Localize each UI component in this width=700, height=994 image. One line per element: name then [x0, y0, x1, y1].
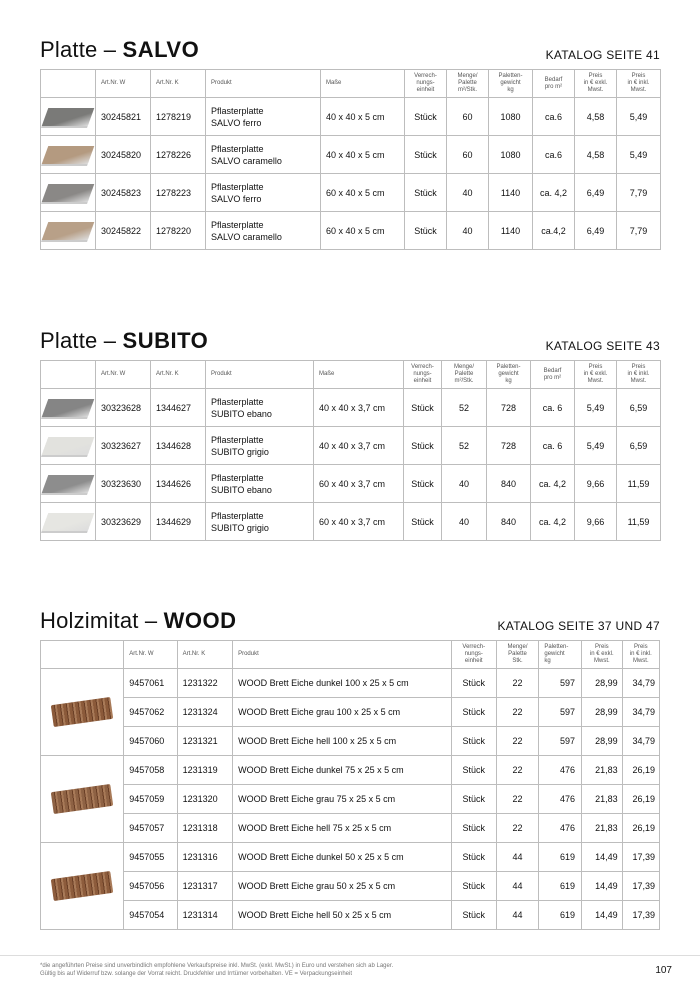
article-number-w: 9457060: [124, 727, 177, 756]
article-number-k: 1344627: [151, 389, 206, 427]
table-row: [41, 814, 660, 843]
unit: Stück: [451, 698, 496, 727]
need-per-sqm: ca.6: [533, 98, 575, 136]
price-excl: 21,83: [582, 756, 623, 785]
dimensions: 60 x 40 x 3,7 cm: [314, 503, 404, 541]
product-line: Pflasterplatte: [211, 510, 264, 521]
pallet-weight: 476: [539, 785, 582, 814]
price-incl: 5,49: [617, 98, 661, 136]
price-incl: 7,79: [617, 174, 661, 212]
unit: Stück: [451, 756, 496, 785]
price-incl: 11,59: [617, 503, 661, 541]
article-number-k: 1231316: [177, 843, 232, 872]
article-number-k: 1344626: [151, 465, 206, 503]
table-row: [41, 727, 660, 756]
column-header: Produkt: [206, 361, 314, 389]
column-header: Menge/ Palette m²/Stk.: [447, 70, 489, 98]
unit: Stück: [451, 814, 496, 843]
price-excl: 5,49: [575, 427, 617, 465]
product-name: WOOD Brett Eiche hell 50 x 25 x 5 cm: [233, 901, 452, 930]
price-incl: 26,19: [622, 814, 659, 843]
pallet-weight: 619: [539, 872, 582, 901]
product-image: [42, 475, 95, 493]
product-variant: SUBITO grigio: [211, 446, 269, 457]
price-incl: 5,49: [617, 136, 661, 174]
product-image: [42, 108, 95, 126]
product-variant: SALVO caramello: [211, 231, 282, 242]
need-per-sqm: ca. 4,2: [533, 174, 575, 212]
product-name: WOOD Brett Eiche hell 75 x 25 x 5 cm: [233, 814, 452, 843]
quantity-per-pallet: 22: [496, 727, 539, 756]
article-number-k: 1231317: [177, 872, 232, 901]
unit: Stück: [451, 785, 496, 814]
section-salvo: [40, 35, 660, 250]
product-table: [40, 640, 660, 930]
article-number-k: 1278226: [151, 136, 206, 174]
unit: Stück: [405, 212, 447, 250]
quantity-per-pallet: 22: [496, 814, 539, 843]
pallet-weight: 840: [487, 503, 531, 541]
product-image-cell: [41, 843, 124, 930]
product-image-cell: [41, 98, 96, 136]
column-header: Paletten- gewicht kg: [489, 70, 533, 98]
article-number-k: 1231320: [177, 785, 232, 814]
product-image: [42, 513, 95, 531]
quantity-per-pallet: 52: [442, 427, 487, 465]
need-per-sqm: ca. 6: [531, 389, 575, 427]
quantity-per-pallet: 22: [496, 698, 539, 727]
product-table: [40, 360, 661, 541]
product-name: [206, 136, 321, 174]
table-row: [41, 427, 661, 465]
article-number-w: 30323630: [96, 465, 151, 503]
pallet-weight: 1140: [489, 174, 533, 212]
pallet-weight: 597: [539, 727, 582, 756]
price-excl: 21,83: [582, 785, 623, 814]
price-excl: 28,99: [582, 727, 623, 756]
column-header: Menge/ Palette Stk.: [496, 641, 539, 669]
table-row: [41, 136, 661, 174]
article-number-k: 1231324: [177, 698, 232, 727]
article-number-k: 1231319: [177, 756, 232, 785]
catalog-reference: KATALOG SEITE 37 UND 47: [497, 619, 660, 633]
product-name: WOOD Brett Eiche grau 50 x 25 x 5 cm: [233, 872, 452, 901]
product-name: WOOD Brett Eiche grau 75 x 25 x 5 cm: [233, 785, 452, 814]
column-header: Art.Nr. K: [151, 70, 206, 98]
product-name: [206, 98, 321, 136]
article-number-w: 30245823: [96, 174, 151, 212]
product-image-cell: [41, 136, 96, 174]
article-number-w: 9457062: [124, 698, 177, 727]
price-incl: 26,19: [622, 756, 659, 785]
price-incl: 11,59: [617, 465, 661, 503]
price-incl: 34,79: [622, 727, 659, 756]
column-header: Bedarf pro m²: [533, 70, 575, 98]
unit: Stück: [451, 843, 496, 872]
article-number-k: 1344629: [151, 503, 206, 541]
product-name: [206, 389, 314, 427]
quantity-per-pallet: 60: [447, 136, 489, 174]
product-variant: SUBITO ebano: [211, 408, 272, 419]
product-name: [206, 174, 321, 212]
price-incl: 17,39: [622, 843, 659, 872]
dimensions: 40 x 40 x 3,7 cm: [314, 389, 404, 427]
price-excl: 9,66: [575, 503, 617, 541]
quantity-per-pallet: 40: [447, 174, 489, 212]
product-line: Pflasterplatte: [211, 434, 264, 445]
unit: Stück: [404, 389, 442, 427]
quantity-per-pallet: 60: [447, 98, 489, 136]
column-header: Preis in € inkl. Mwst.: [617, 70, 661, 98]
unit: Stück: [451, 901, 496, 930]
product-image-cell: [41, 465, 96, 503]
header-image: [41, 70, 96, 98]
need-per-sqm: ca. 4,2: [531, 503, 575, 541]
product-variant: SUBITO ebano: [211, 484, 272, 495]
pallet-weight: 476: [539, 814, 582, 843]
pallet-weight: 728: [487, 427, 531, 465]
section-title: Platte – SALVO: [40, 37, 200, 62]
table-row: [41, 756, 660, 785]
column-header: Art.Nr. W: [124, 641, 177, 669]
column-header: Maße: [321, 70, 405, 98]
pallet-weight: 1140: [489, 212, 533, 250]
price-excl: 14,49: [582, 901, 623, 930]
product-image: [42, 437, 95, 455]
column-header: Preis in € inkl. Mwst.: [617, 361, 661, 389]
table-row: [41, 698, 660, 727]
price-incl: 17,39: [622, 872, 659, 901]
product-table: [40, 69, 661, 250]
product-name: [206, 503, 314, 541]
article-number-k: 1344628: [151, 427, 206, 465]
dimensions: 60 x 40 x 5 cm: [321, 174, 405, 212]
column-header: Preis in € exkl. Mwst.: [582, 641, 623, 669]
product-name: WOOD Brett Eiche hell 100 x 25 x 5 cm: [233, 727, 452, 756]
column-header: Preis in € inkl. Mwst.: [622, 641, 659, 669]
product-name: WOOD Brett Eiche grau 100 x 25 x 5 cm: [233, 698, 452, 727]
dimensions: 60 x 40 x 5 cm: [321, 212, 405, 250]
price-excl: 14,49: [582, 843, 623, 872]
product-image: [42, 146, 95, 164]
price-incl: 7,79: [617, 212, 661, 250]
article-number-k: 1278220: [151, 212, 206, 250]
article-number-k: 1231318: [177, 814, 232, 843]
product-name: [206, 427, 314, 465]
footnote: [40, 962, 520, 978]
unit: Stück: [451, 669, 496, 698]
unit: Stück: [405, 98, 447, 136]
unit: Stück: [451, 727, 496, 756]
section-wood: [40, 606, 660, 930]
header-image: [41, 641, 124, 669]
pallet-weight: 619: [539, 901, 582, 930]
product-line: Pflasterplatte: [211, 105, 264, 116]
column-header: Produkt: [206, 70, 321, 98]
column-header: Verrech- nungs- einheit: [405, 70, 447, 98]
unit: Stück: [451, 872, 496, 901]
column-header: Produkt: [233, 641, 452, 669]
product-image: [42, 184, 95, 202]
table-row: [41, 212, 661, 250]
table-row: [41, 174, 661, 212]
product-image: [51, 697, 113, 727]
product-variant: SALVO ferro: [211, 117, 262, 128]
product-name: [206, 465, 314, 503]
quantity-per-pallet: 44: [496, 872, 539, 901]
table-row: [41, 901, 660, 930]
product-image: [51, 871, 113, 901]
product-name: WOOD Brett Eiche dunkel 100 x 25 x 5 cm: [233, 669, 452, 698]
column-header: Verrech- nungs- einheit: [451, 641, 496, 669]
quantity-per-pallet: 40: [442, 465, 487, 503]
table-row: [41, 465, 661, 503]
quantity-per-pallet: 22: [496, 785, 539, 814]
price-excl: 28,99: [582, 669, 623, 698]
article-number-w: 9457054: [124, 901, 177, 930]
quantity-per-pallet: 40: [442, 503, 487, 541]
price-excl: 9,66: [575, 465, 617, 503]
quantity-per-pallet: 44: [496, 843, 539, 872]
product-image-cell: [41, 756, 124, 843]
product-image-cell: [41, 389, 96, 427]
article-number-k: 1278219: [151, 98, 206, 136]
pallet-weight: 619: [539, 843, 582, 872]
article-number-k: 1278223: [151, 174, 206, 212]
table-row: [41, 503, 661, 541]
unit: Stück: [405, 174, 447, 212]
price-excl: 6,49: [575, 212, 617, 250]
article-number-w: 9457059: [124, 785, 177, 814]
article-number-k: 1231322: [177, 669, 232, 698]
article-number-w: 30323627: [96, 427, 151, 465]
page-number: 107: [655, 965, 672, 976]
column-header: Art.Nr. K: [151, 361, 206, 389]
price-excl: 28,99: [582, 698, 623, 727]
price-excl: 21,83: [582, 814, 623, 843]
product-image-cell: [41, 212, 96, 250]
section-title: Platte – SUBITO: [40, 328, 209, 353]
section-title: Holzimitat – WOOD: [40, 608, 237, 633]
article-number-w: 30245822: [96, 212, 151, 250]
product-image: [51, 784, 113, 814]
quantity-per-pallet: 52: [442, 389, 487, 427]
footnote-line: *die angeführten Preise sind unverbindlich empfohlene Verkaufspreise inkl. MwSt. (exkl. MwSt.) in Euro und verstehen sich ab Lager.: [40, 963, 394, 969]
product-variant: SALVO ferro: [211, 193, 262, 204]
article-number-w: 30245820: [96, 136, 151, 174]
catalog-reference: KATALOG SEITE 41: [545, 48, 660, 62]
unit: Stück: [405, 136, 447, 174]
price-incl: 26,19: [622, 785, 659, 814]
need-per-sqm: ca.6: [533, 136, 575, 174]
table-row: [41, 389, 661, 427]
price-incl: 34,79: [622, 698, 659, 727]
product-line: Pflasterplatte: [211, 396, 264, 407]
quantity-per-pallet: 22: [496, 756, 539, 785]
unit: Stück: [404, 465, 442, 503]
product-image: [42, 399, 95, 417]
unit: Stück: [404, 503, 442, 541]
product-line: Pflasterplatte: [211, 181, 264, 192]
article-number-w: 9457057: [124, 814, 177, 843]
price-excl: 4,58: [575, 98, 617, 136]
product-variant: SALVO caramello: [211, 155, 282, 166]
price-excl: 5,49: [575, 389, 617, 427]
dimensions: 40 x 40 x 3,7 cm: [314, 427, 404, 465]
table-row: [41, 843, 660, 872]
article-number-w: 30323629: [96, 503, 151, 541]
table-row: [41, 669, 660, 698]
column-header: Maße: [314, 361, 404, 389]
column-header: Art.Nr. K: [177, 641, 232, 669]
section-subito: [40, 326, 660, 541]
price-excl: 14,49: [582, 872, 623, 901]
column-header: Art.Nr. W: [96, 70, 151, 98]
product-image-cell: [41, 503, 96, 541]
price-incl: 17,39: [622, 901, 659, 930]
price-incl: 34,79: [622, 669, 659, 698]
price-excl: 4,58: [575, 136, 617, 174]
pallet-weight: 1080: [489, 98, 533, 136]
dimensions: 60 x 40 x 3,7 cm: [314, 465, 404, 503]
unit: Stück: [404, 427, 442, 465]
table-row: [41, 785, 660, 814]
article-number-w: 9457061: [124, 669, 177, 698]
need-per-sqm: ca. 6: [531, 427, 575, 465]
price-incl: 6,59: [617, 427, 661, 465]
column-header: Bedarf pro m²: [531, 361, 575, 389]
column-header: Paletten- gewicht kg: [539, 641, 582, 669]
product-name: [206, 212, 321, 250]
need-per-sqm: ca. 4,2: [531, 465, 575, 503]
product-name: WOOD Brett Eiche dunkel 75 x 25 x 5 cm: [233, 756, 452, 785]
pallet-weight: 476: [539, 756, 582, 785]
product-image-cell: [41, 427, 96, 465]
dimensions: 40 x 40 x 5 cm: [321, 136, 405, 174]
quantity-per-pallet: 40: [447, 212, 489, 250]
footer-divider: [0, 955, 700, 956]
product-image-cell: [41, 669, 124, 756]
product-line: Pflasterplatte: [211, 143, 264, 154]
product-image: [42, 222, 95, 240]
product-name: WOOD Brett Eiche dunkel 50 x 25 x 5 cm: [233, 843, 452, 872]
article-number-w: 30323628: [96, 389, 151, 427]
pallet-weight: 1080: [489, 136, 533, 174]
table-row: [41, 872, 660, 901]
column-header: Paletten- gewicht kg: [487, 361, 531, 389]
pallet-weight: 840: [487, 465, 531, 503]
quantity-per-pallet: 44: [496, 901, 539, 930]
header-image: [41, 361, 96, 389]
dimensions: 40 x 40 x 5 cm: [321, 98, 405, 136]
article-number-w: 30245821: [96, 98, 151, 136]
price-incl: 6,59: [617, 389, 661, 427]
column-header: Preis in € exkl. Mwst.: [575, 70, 617, 98]
table-row: [41, 98, 661, 136]
quantity-per-pallet: 22: [496, 669, 539, 698]
need-per-sqm: ca.4,2: [533, 212, 575, 250]
article-number-w: 9457058: [124, 756, 177, 785]
pallet-weight: 597: [539, 698, 582, 727]
column-header: Menge/ Palette m²/Stk.: [442, 361, 487, 389]
catalog-reference: KATALOG SEITE 43: [545, 339, 660, 353]
product-image-cell: [41, 174, 96, 212]
article-number-w: 9457056: [124, 872, 177, 901]
column-header: Art.Nr. W: [96, 361, 151, 389]
column-header: Verrech- nungs- einheit: [404, 361, 442, 389]
product-line: Pflasterplatte: [211, 472, 264, 483]
article-number-w: 9457055: [124, 843, 177, 872]
footnote-line: Gültig bis auf Widerruf bzw. solange der Vorrat reicht. Druckfehler und Irrtümer vorbehalten. VE = Verpackungseinheit: [40, 971, 352, 977]
article-number-k: 1231321: [177, 727, 232, 756]
pallet-weight: 728: [487, 389, 531, 427]
article-number-k: 1231314: [177, 901, 232, 930]
product-line: Pflasterplatte: [211, 219, 264, 230]
product-variant: SUBITO grigio: [211, 522, 269, 533]
pallet-weight: 597: [539, 669, 582, 698]
column-header: Preis in € exkl. Mwst.: [575, 361, 617, 389]
price-excl: 6,49: [575, 174, 617, 212]
